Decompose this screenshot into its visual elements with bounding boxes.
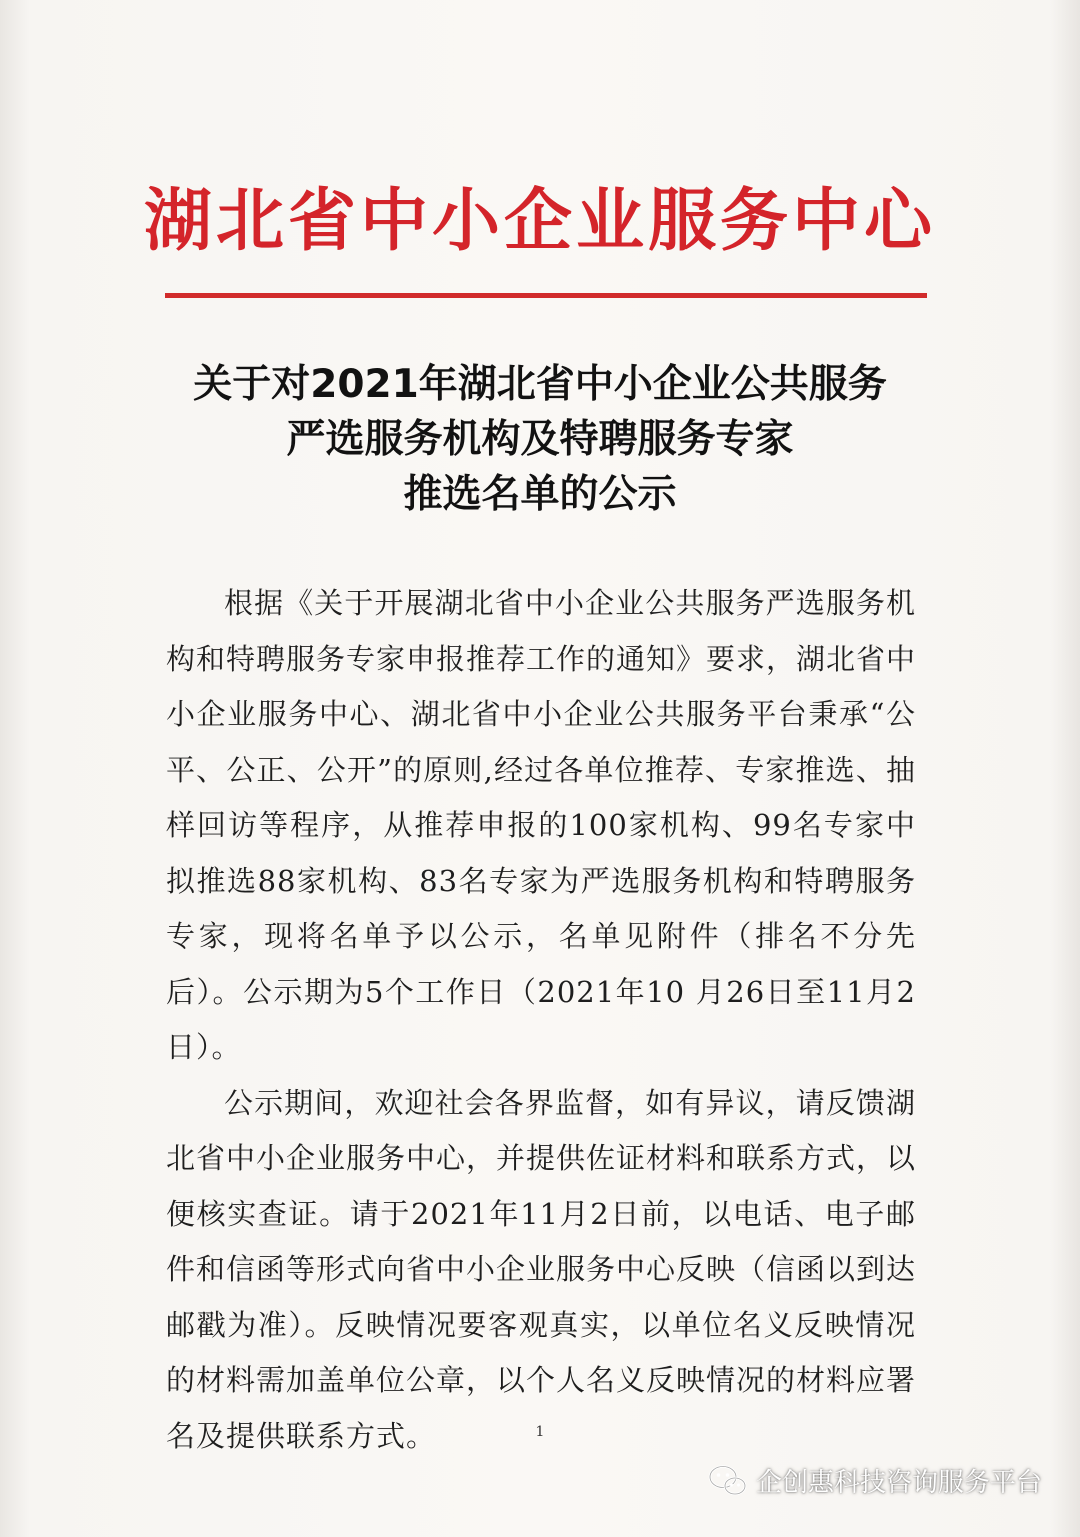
title-line-2: 严选服务机构及特聘服务专家: [286, 417, 794, 462]
letterhead-title: 湖北省中小企业服务中心: [143, 182, 936, 261]
watermark-text: 企创惠科技咨询服务平台: [755, 1468, 1042, 1498]
source-watermark: [708, 1462, 1042, 1499]
document-title: [0, 357, 1080, 522]
body-paragraph-1: 根据《关于开展湖北省中小企业公共服务严选服务机构和特聘服务专家申报推荐工作的通知》要求，湖北省中小企业服务中心、湖北省中小企业公共服务平台秉承“公平、公正、公开”的原则,经过各单位推荐、专家推选、抽样回访等程序，从推荐申报的100家机构、99名专家中拟推选88家机构、83名专家为严选服务机构和特聘服务专家，现将名单予以公示，名单见附件（排名不分先后）。公示期为5个工作日（2021年10 月26日至11月2日）。: [166, 586, 917, 1064]
title-line-1: 关于对2021年湖北省中小企业公共服务: [193, 362, 887, 407]
document-body: [166, 576, 916, 1464]
letterhead-divider: [165, 293, 927, 298]
page-number: 1: [535, 1424, 545, 1440]
wechat-icon: [708, 1464, 748, 1498]
body-paragraph-2: 公示期间，欢迎社会各界监督，如有异议，请反馈湖北省中小企业服务中心，并提供佐证材料和联系方式，以便核实查证。请于2021年11月2日前，以电话、电子邮件和信函等形式向省中小企业服务中心反映（信函以到达邮戳为准）。反映情况要客观真实，以单位名义反映情况的材料需加盖单位公章，以个人名义反映情况的材料应署名及提供联系方式。: [166, 1085, 917, 1453]
title-line-3: 推选名单的公示: [403, 472, 677, 517]
